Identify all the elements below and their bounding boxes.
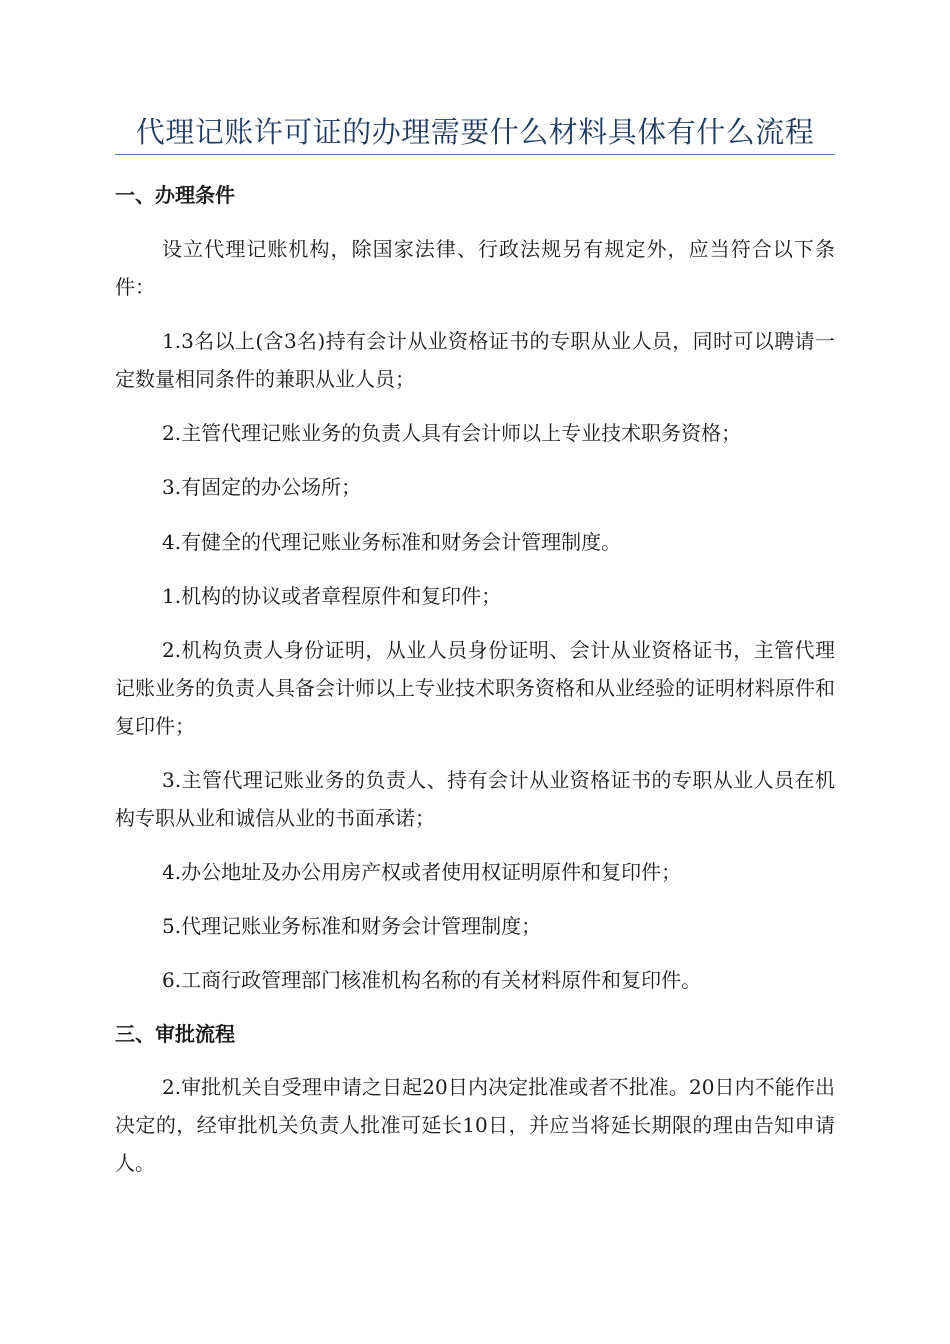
material-item-6: 6.工商行政管理部门核准机构名称的有关材料原件和复印件。 xyxy=(162,968,702,992)
section-heading-conditions: 一、办理条件 xyxy=(115,183,235,207)
conditions-intro: 设立代理记账机构，除国家法律、行政法规另有规定外，应当符合以下条件： xyxy=(115,237,835,299)
title-underline xyxy=(115,154,835,155)
material-item-5: 5.代理记账业务标准和财务会计管理制度； xyxy=(162,914,542,938)
approval-item-2: 2.审批机关自受理申请之日起20日内决定批准或者不批准。20日内不能作出决定的，经审批机关负责人批准可延长10日，并应当将延长期限的理由告知申请人。 xyxy=(115,1075,835,1175)
document-title: 代理记账许可证的办理需要什么材料具体有什么流程 xyxy=(135,115,815,149)
material-item-3: 3.主管代理记账业务的负责人、持有会计从业资格证书的专职从业人员在机构专职从业和诚信从业的书面承诺； xyxy=(115,768,835,830)
condition-item-1: 1.3名以上(含3名)持有会计从业资格证书的专职从业人员，同时可以聘请一定数量相同条件的兼职从业人员； xyxy=(115,329,835,391)
condition-item-2: 2.主管代理记账业务的负责人具有会计师以上专业技术职务资格； xyxy=(162,421,742,445)
material-item-2: 2.机构负责人身份证明，从业人员身份证明、会计从业资格证书，主管代理记账业务的负责人具备会计师以上专业技术职务资格和从业经验的证明材料原件和复印件； xyxy=(115,638,835,738)
material-item-1: 1.机构的协议或者章程原件和复印件； xyxy=(162,584,502,608)
section-heading-approval: 三、审批流程 xyxy=(115,1022,235,1046)
condition-item-4: 4.有健全的代理记账业务标准和财务会计管理制度。 xyxy=(162,530,622,554)
condition-item-3: 3.有固定的办公场所； xyxy=(162,475,362,499)
material-item-4: 4.办公地址及办公用房产权或者使用权证明原件和复印件； xyxy=(162,860,682,884)
